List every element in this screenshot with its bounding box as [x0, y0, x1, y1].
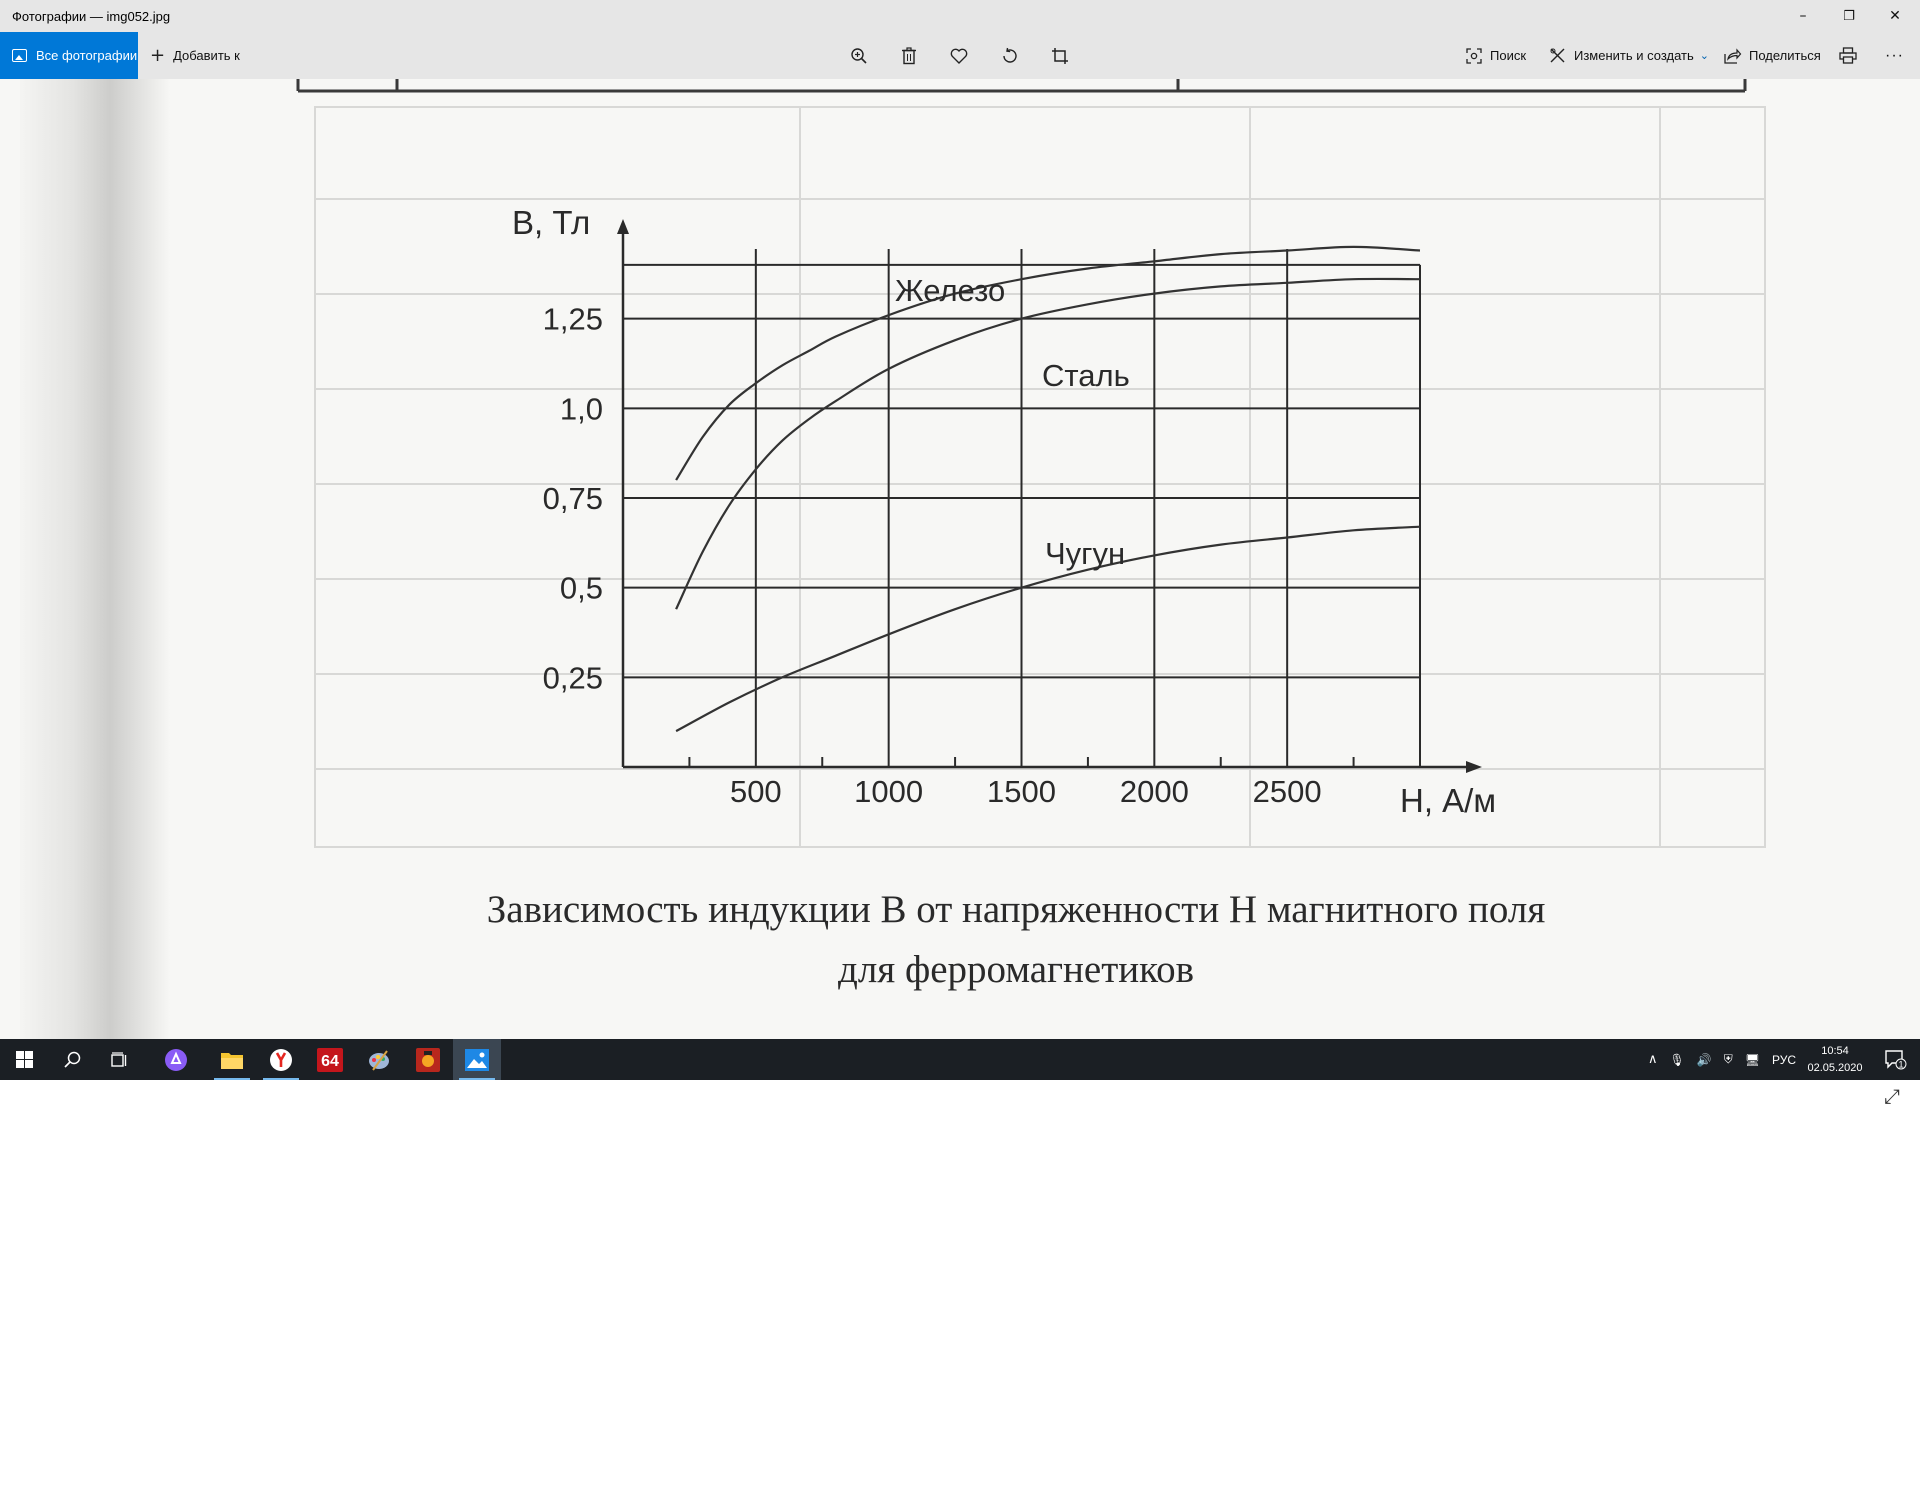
volume-icon[interactable]: 🔊 — [1696, 1052, 1712, 1067]
taskbar-app-game[interactable] — [404, 1039, 452, 1080]
app-64-icon — [317, 1048, 343, 1072]
y-tick-label: 1,0 — [559, 391, 603, 427]
add-to-button[interactable] — [150, 32, 240, 79]
system-tray — [1648, 1039, 1806, 1080]
y-tick-label: 1,25 — [542, 301, 603, 337]
edit-create-button[interactable] — [1549, 32, 1709, 79]
clock-time: 10:54 — [1821, 1045, 1849, 1057]
print-icon — [1839, 47, 1857, 64]
rotate-icon — [1001, 47, 1019, 65]
all-photos-button[interactable] — [0, 32, 138, 79]
minimize-button[interactable]: – — [1799, 8, 1807, 24]
clock-date: 02.05.2020 — [1807, 1062, 1863, 1074]
x-tick-label: 2500 — [1252, 774, 1322, 809]
restore-button[interactable]: ❐ — [1843, 8, 1855, 24]
y-axis-label: B, Тл — [512, 204, 591, 241]
search-button[interactable] — [1466, 32, 1526, 79]
search-label: Поиск — [1490, 48, 1527, 63]
x-tick-label: 1000 — [854, 774, 924, 809]
windows-logo-icon — [16, 1051, 33, 1068]
all-photos-label: Все фотографии — [36, 48, 138, 63]
taskbar-app-alice[interactable] — [152, 1039, 200, 1080]
notifications-icon — [1885, 1050, 1907, 1070]
chevron-down-icon: ⌄ — [1699, 49, 1710, 62]
x-tick-label: 500 — [729, 774, 782, 809]
edit-create-label: Изменить и создать — [1574, 48, 1694, 63]
y-tick-label: 0,25 — [542, 660, 603, 696]
taskbar-app-photos[interactable] — [453, 1039, 501, 1080]
task-view-button[interactable] — [96, 1039, 144, 1080]
taskbar-app-yandex-browser[interactable] — [257, 1039, 305, 1080]
book-binding-shadow — [20, 79, 170, 1039]
photo-icon — [12, 49, 27, 62]
taskbar-app-explorer[interactable] — [208, 1039, 256, 1080]
visual-search-icon — [1466, 48, 1482, 64]
rotate-button[interactable] — [1001, 32, 1019, 79]
figure-caption-line2: для ферромагнетиков — [837, 948, 1195, 991]
trash-icon — [901, 47, 917, 65]
action-center-button[interactable] — [1872, 1039, 1920, 1080]
language-indicator[interactable]: РУС — [1771, 1052, 1796, 1067]
scanned-page — [0, 79, 1920, 1039]
share-button[interactable] — [1724, 32, 1821, 79]
taskbar-app-paint[interactable] — [355, 1039, 403, 1080]
zoom-icon — [850, 47, 868, 65]
title-bar — [0, 0, 1920, 32]
close-button[interactable]: ✕ — [1889, 8, 1901, 24]
tray-overflow-icon[interactable]: ∧ — [1648, 1052, 1658, 1067]
figure-caption-line1: Зависимость индукции B от напряженности H магнитного поля — [486, 888, 1546, 931]
heart-icon — [950, 48, 968, 64]
paint-palette-icon — [367, 1048, 391, 1072]
series-label-steel: Сталь — [1042, 358, 1130, 393]
network-icon[interactable]: 🖥 — [1744, 1052, 1760, 1067]
plus-icon: + — [150, 45, 166, 66]
print-button[interactable] — [1839, 32, 1857, 79]
y-tick-label: 0,75 — [542, 481, 603, 516]
edit-create-icon — [1549, 47, 1566, 64]
taskbar-app-64[interactable] — [306, 1039, 354, 1080]
x-tick-label: 1500 — [987, 774, 1056, 809]
taskbar — [0, 1039, 1920, 1080]
favorite-button[interactable] — [950, 32, 968, 79]
share-label: Поделиться — [1749, 48, 1821, 63]
share-icon — [1724, 48, 1741, 64]
alice-assistant-icon — [164, 1048, 188, 1072]
search-icon — [64, 1051, 81, 1068]
photos-app-icon — [465, 1049, 489, 1071]
x-axis-label: H, А/м — [1400, 782, 1497, 819]
crop-button[interactable] — [1051, 32, 1069, 79]
svg-text:64: 64 — [321, 1052, 339, 1070]
taskbar-search-button[interactable] — [48, 1039, 96, 1080]
window-title: Фотографии — img052.jpg — [12, 9, 171, 24]
clock[interactable] — [1800, 1043, 1870, 1077]
crop-icon — [1051, 47, 1069, 65]
add-to-label: Добавить к — [173, 48, 240, 63]
start-button[interactable] — [0, 1039, 48, 1080]
more-button[interactable]: ··· — [1885, 46, 1904, 64]
svg-text:1: 1 — [1898, 1059, 1904, 1069]
folder-icon — [220, 1050, 244, 1070]
photo-toolbar — [0, 32, 1920, 79]
delete-button[interactable] — [901, 32, 917, 79]
zoom-button[interactable] — [850, 32, 868, 79]
microphone-icon[interactable]: 🎙 — [1669, 1052, 1685, 1067]
y-tick-label: 0,5 — [559, 570, 603, 606]
expand-icon[interactable]: ⤢ — [1884, 1084, 1900, 1108]
yandex-browser-icon — [269, 1048, 293, 1072]
task-view-icon — [111, 1052, 129, 1068]
series-label-iron: Железо — [895, 273, 1006, 308]
security-icon[interactable]: ⛨ — [1723, 1052, 1733, 1066]
x-tick-label: 2000 — [1119, 774, 1189, 809]
game-app-icon — [416, 1048, 440, 1072]
series-label-cast-iron: Чугун — [1045, 536, 1126, 571]
